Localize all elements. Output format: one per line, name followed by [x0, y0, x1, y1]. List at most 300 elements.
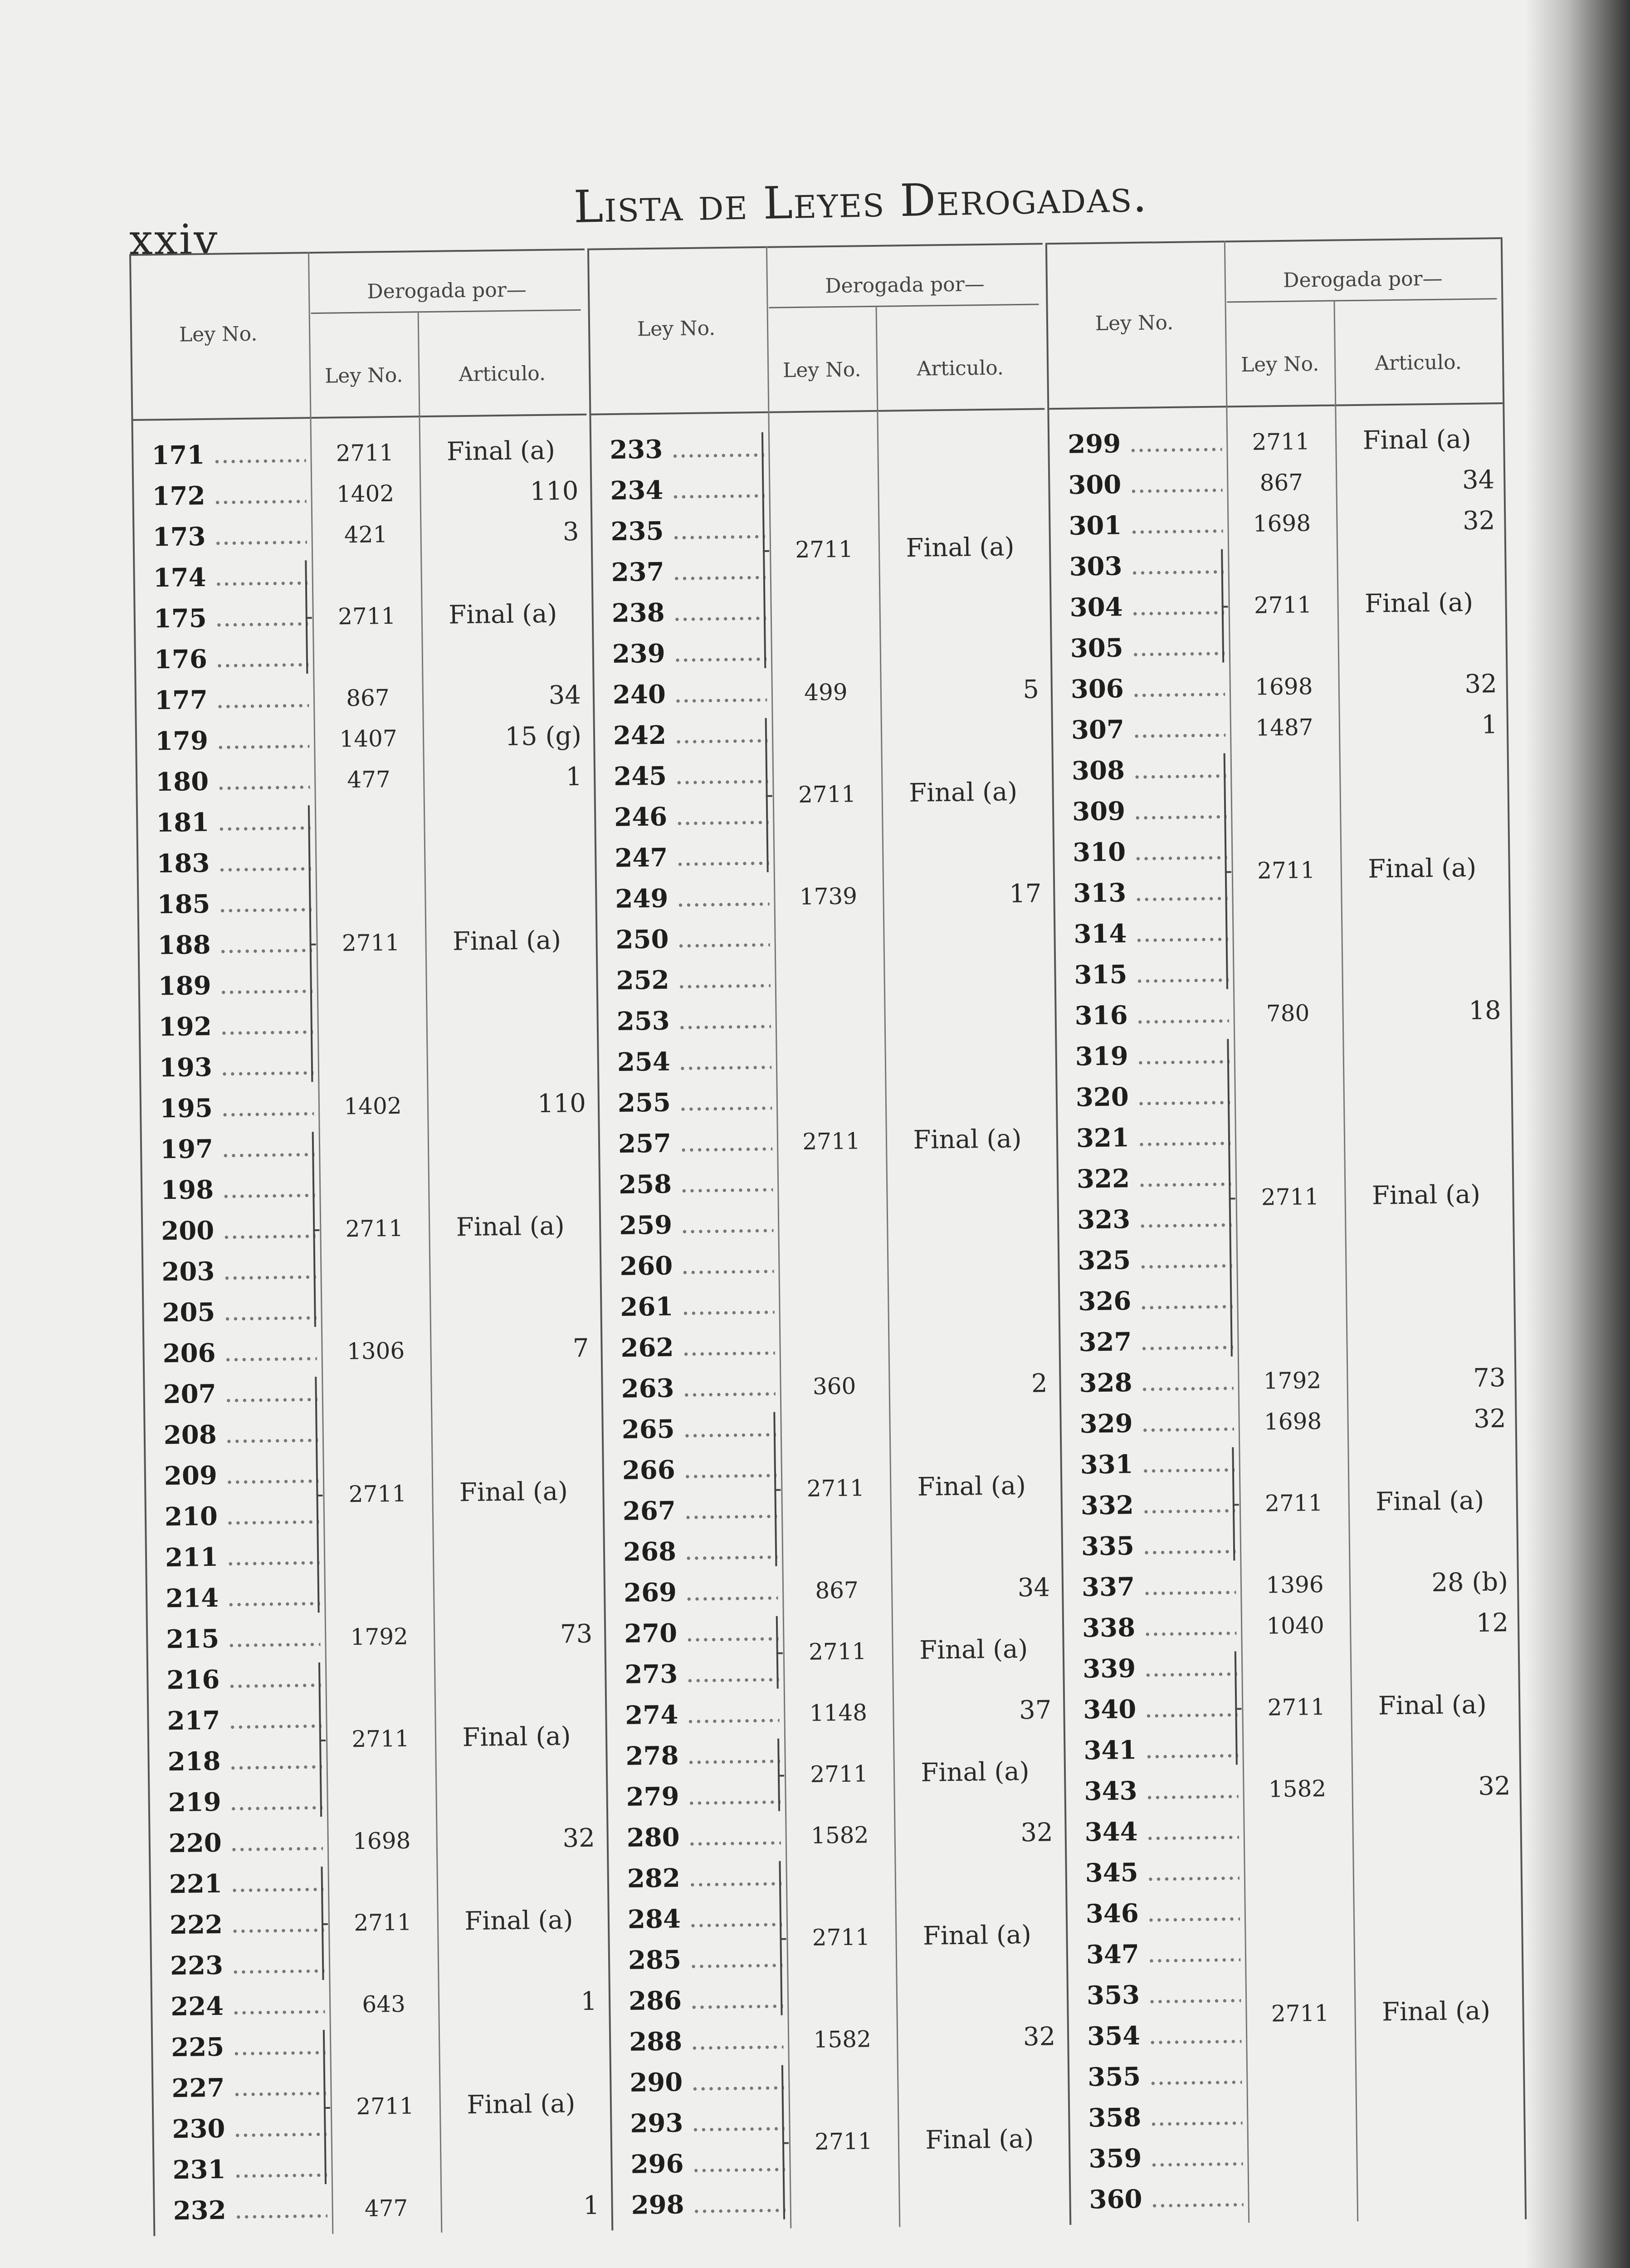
law-number: 263 .....	[621, 1367, 776, 1409]
repealed-by-entry	[136, 675, 590, 721]
repealing-law-number: 2711	[810, 1760, 869, 1788]
repealed-by-entry	[148, 1655, 604, 1823]
repealed-by-entry	[597, 914, 1056, 1369]
law-number: 278 .....	[625, 1734, 780, 1777]
law-number: 176 .....	[154, 637, 308, 680]
repealing-law-number: 2711	[798, 781, 856, 808]
law-number: 171 .....	[151, 433, 306, 476]
repealing-article: Final (a)	[1381, 1996, 1491, 2027]
page-edge-shadow	[1526, 0, 1630, 2268]
law-number: 341 .....	[1083, 1728, 1238, 1771]
repealing-law-number: 2711	[812, 1924, 870, 1951]
law-number: 221 .....	[169, 1862, 323, 1905]
law-number: 227 .....	[171, 2066, 326, 2109]
law-number: 337 .....	[1082, 1565, 1236, 1608]
repealing-article: Final (a)	[917, 1471, 1026, 1502]
repealing-law-number: 1402	[336, 480, 395, 508]
header-ley-no: Ley No.	[179, 322, 258, 347]
law-number: 315 .....	[1074, 953, 1229, 996]
table-header	[589, 243, 1044, 415]
law-number: 323 .....	[1077, 1198, 1232, 1240]
header-divider	[769, 304, 1039, 308]
law-number: 257 .....	[618, 1122, 773, 1164]
header-sub-articulo: Articulo.	[459, 362, 546, 386]
header-sub-ley-no: Ley No.	[782, 358, 861, 382]
law-number: 261 .....	[620, 1285, 775, 1328]
repealing-article: Final (a)	[922, 1920, 1032, 1951]
repealed-by-entry	[1051, 541, 1506, 669]
law-number: 316 .....	[1074, 994, 1229, 1036]
repealing-article: Final (a)	[1378, 1690, 1487, 1721]
repealing-article: 1	[581, 1986, 597, 2017]
repealing-law-number: 1698	[1254, 673, 1313, 700]
law-number: 304 .....	[1069, 586, 1224, 628]
law-number: 313 .....	[1073, 871, 1228, 914]
repealing-law-number: 780	[1266, 1000, 1310, 1027]
repealed-by-entry	[151, 1858, 605, 1986]
repealing-law-number: 2711	[342, 929, 400, 957]
repealing-law-number: 2711	[345, 1215, 404, 1242]
repealing-article: 110	[530, 476, 579, 507]
repealed-by-entry	[142, 1124, 598, 1334]
repealing-law-number: 477	[347, 766, 391, 793]
law-number: 249 .....	[615, 877, 770, 919]
law-number: 266 .....	[622, 1448, 776, 1491]
repealed-by-entry	[1050, 459, 1504, 506]
column-group-3	[1045, 237, 1527, 2225]
repealing-article: Final (a)	[1364, 587, 1474, 619]
law-number: 286 .....	[629, 1979, 783, 2022]
repealing-article: Final (a)	[921, 1757, 1030, 1788]
repealed-by-entry	[1052, 664, 1506, 710]
repealing-law-number: 499	[804, 679, 848, 706]
header-derogada-por: Derogada por—	[825, 272, 985, 298]
repealing-law-number: 1148	[809, 1699, 868, 1726]
repealing-law-number: 421	[344, 521, 388, 548]
law-number: 231 .....	[172, 2148, 327, 2190]
repealing-article: 17	[1009, 879, 1042, 909]
repealing-law-number: 2711	[1257, 857, 1315, 884]
law-number: 208 .....	[163, 1413, 318, 1456]
law-number: 209 .....	[164, 1454, 318, 1496]
repealing-law-number: 867	[346, 684, 390, 712]
repealed-by-entry	[607, 1730, 1062, 1818]
law-number: 252 .....	[616, 958, 771, 1001]
law-number: 358 .....	[1088, 2096, 1243, 2138]
law-number: 299 .....	[1068, 422, 1222, 465]
repealing-article: 1	[566, 762, 582, 792]
law-number: 340 .....	[1083, 1687, 1238, 1730]
law-number: 347 .....	[1086, 1932, 1240, 1975]
repealed-by-entry	[597, 873, 1051, 919]
law-number: 233 .....	[610, 428, 764, 470]
repealing-article: 34	[548, 680, 581, 710]
law-number: 359 .....	[1088, 2136, 1243, 2179]
law-number: 255 .....	[617, 1081, 772, 1124]
law-number: 247 .....	[615, 836, 769, 879]
column-group-2	[587, 243, 1067, 2230]
repealed-by-entry	[603, 1363, 1057, 1409]
repealed-by-entry	[148, 1614, 602, 1660]
repealing-article: Final (a)	[459, 1476, 568, 1508]
repealing-law-number: 643	[362, 1990, 406, 2018]
law-number: 230 .....	[172, 2107, 327, 2150]
repealed-by-entry	[1049, 419, 1503, 465]
law-number: 310 .....	[1073, 831, 1227, 873]
law-number: 346 .....	[1085, 1892, 1240, 1934]
repealing-article: 2	[1031, 1369, 1048, 1398]
law-number: 290 .....	[630, 2061, 784, 2103]
repealing-law-number: 1582	[1268, 1775, 1327, 1803]
law-number: 237 .....	[611, 550, 766, 593]
repealing-law-number: 1792	[350, 1623, 409, 1651]
header-divider	[1227, 298, 1497, 303]
repealed-by-entry	[1053, 704, 1507, 751]
law-number: 268 .....	[623, 1530, 777, 1573]
repealing-article: Final (a)	[1371, 1179, 1481, 1211]
repealing-law-number: 2711	[795, 536, 854, 563]
law-number: 239 .....	[612, 632, 766, 675]
law-number: 298 .....	[631, 2183, 786, 2226]
repealing-article: 1	[583, 2190, 600, 2221]
repealing-article: 3	[562, 517, 579, 547]
law-number: 234 .....	[610, 469, 765, 511]
law-number: 183 .....	[156, 841, 311, 884]
law-number: 232 .....	[173, 2189, 327, 2231]
repealing-article: Final (a)	[466, 2089, 576, 2120]
repealed-by-entry	[591, 424, 1048, 675]
law-number: 197 .....	[160, 1127, 315, 1170]
repealing-article: Final (a)	[446, 435, 556, 467]
law-number: 339 .....	[1083, 1647, 1237, 1689]
repealing-article: 18	[1468, 996, 1501, 1026]
law-number: 222 .....	[169, 1903, 324, 1945]
law-number: 172 .....	[152, 474, 307, 517]
law-number: 305 .....	[1070, 626, 1225, 669]
law-number: 200 .....	[161, 1209, 316, 1251]
law-number: 192 .....	[158, 1005, 313, 1047]
header-ley-no: Ley No.	[637, 317, 716, 341]
page-number: xxiv	[129, 215, 219, 264]
law-number: 265 .....	[621, 1408, 776, 1450]
law-number: 210 .....	[164, 1495, 319, 1537]
repealing-law-number: 2711	[1271, 1999, 1329, 2027]
repealing-article: 73	[1473, 1363, 1506, 1393]
repealed-laws-table	[129, 237, 1532, 2236]
repealing-law-number: 1582	[813, 2026, 872, 2053]
repealing-law-number: 1396	[1266, 1571, 1324, 1598]
law-number: 203 .....	[161, 1250, 316, 1292]
law-number: 214 .....	[166, 1576, 320, 1619]
repealing-article: Final (a)	[464, 1905, 573, 1936]
law-number: 306 .....	[1070, 667, 1225, 710]
table-header	[1047, 237, 1503, 410]
law-number: 206 .....	[162, 1331, 317, 1374]
repealing-law-number: 2711	[1252, 428, 1310, 455]
law-number: 308 .....	[1072, 749, 1226, 792]
repealing-law-number: 1792	[1263, 1367, 1322, 1394]
repealed-by-entry	[137, 716, 591, 762]
repealing-article: 32	[1020, 1818, 1054, 1848]
repealing-law-number: 2711	[354, 1909, 412, 1936]
repealing-article: Final (a)	[456, 1211, 565, 1242]
law-number: 274 .....	[625, 1693, 780, 1736]
law-number: 360 .....	[1089, 2177, 1244, 2220]
law-number: 185 .....	[157, 882, 312, 925]
repealing-law-number: 1698	[1253, 510, 1311, 537]
repealed-by-entry	[144, 1328, 598, 1374]
repealing-law-number: 1739	[799, 883, 858, 910]
repealing-law-number: 1040	[1266, 1612, 1325, 1639]
repealing-article: Final (a)	[913, 1124, 1022, 1155]
header-sub-ley-no: Ley No.	[324, 363, 403, 388]
repealed-by-entry	[1050, 500, 1504, 547]
repealing-law-number: 2711	[814, 2128, 873, 2155]
repealing-article: Final (a)	[448, 599, 557, 630]
law-number: 188 .....	[157, 923, 312, 966]
repealing-law-number: 2711	[808, 1638, 867, 1665]
law-number: 195 .....	[159, 1086, 314, 1129]
repealing-article: 34	[1017, 1573, 1050, 1603]
repealing-article: 32	[1023, 2022, 1056, 2052]
page-title: Lista de Leyes Derogadas.	[573, 170, 1148, 233]
law-number: 193 .....	[159, 1046, 313, 1088]
law-number: 198 .....	[161, 1168, 315, 1211]
header-ley-no: Ley No.	[1095, 311, 1174, 335]
repealed-by-entry	[1066, 1766, 1520, 1812]
law-number: 285 .....	[628, 1938, 782, 1981]
repealing-law-number: 1698	[352, 1827, 411, 1855]
repealing-law-number: 1582	[810, 1822, 869, 1849]
law-number: 320 .....	[1075, 1075, 1230, 1118]
column-group-1	[129, 249, 609, 2236]
repealed-by-entry	[608, 1812, 1062, 1858]
repealed-by-entry	[1061, 1398, 1515, 1445]
law-number: 207 .....	[163, 1372, 317, 1415]
repealing-law-number: 2711	[802, 1128, 860, 1155]
law-number: 269 .....	[624, 1571, 778, 1613]
repealing-article: Final (a)	[925, 2124, 1034, 2155]
law-number: 253 .....	[616, 999, 771, 1042]
header-derogada-por: Derogada por—	[367, 278, 527, 303]
repealed-by-entry	[153, 2022, 608, 2190]
repealing-article: 32	[1464, 669, 1498, 699]
law-number: 217 .....	[167, 1699, 322, 1741]
repealed-by-entry	[1056, 990, 1510, 1036]
law-number: 284 .....	[627, 1897, 782, 1940]
repealed-by-entry	[1066, 1807, 1525, 2220]
repealing-article: 110	[537, 1088, 586, 1119]
law-number: 220 .....	[168, 1821, 323, 1864]
law-number: 267 .....	[622, 1489, 777, 1532]
law-number: 270 .....	[624, 1612, 779, 1654]
law-number: 314 .....	[1074, 912, 1228, 955]
repealed-by-entry	[1061, 1358, 1515, 1404]
repealed-by-entry	[141, 1083, 595, 1129]
law-number: 344 .....	[1084, 1810, 1239, 1853]
law-number: 293 .....	[630, 2102, 785, 2144]
repealing-law-number: 2711	[348, 1480, 407, 1508]
repealing-article: 1	[1481, 710, 1498, 740]
law-number: 319 .....	[1075, 1034, 1230, 1077]
law-number: 325 .....	[1078, 1238, 1232, 1281]
repealed-by-entry	[1064, 1603, 1518, 1649]
law-number: 288 .....	[629, 2020, 784, 2063]
repealed-by-entry	[1062, 1439, 1517, 1567]
law-number: 260 .....	[620, 1244, 774, 1287]
law-number: 189 .....	[158, 964, 312, 1007]
repealed-by-entry	[1064, 1562, 1518, 1608]
repealed-by-entry	[134, 512, 588, 558]
law-number: 307 .....	[1071, 708, 1225, 751]
law-number: 338 .....	[1082, 1606, 1237, 1648]
law-number: 218 .....	[167, 1740, 322, 1782]
law-number: 173 .....	[152, 515, 307, 557]
repealing-article: Final (a)	[908, 777, 1018, 808]
repealing-article: Final (a)	[906, 532, 1015, 563]
law-number: 175 .....	[153, 596, 308, 639]
law-number: 329 .....	[1079, 1402, 1234, 1444]
repealing-article: Final (a)	[919, 1634, 1028, 1665]
law-number: 343 .....	[1084, 1769, 1239, 1812]
law-number: 240 .....	[612, 673, 767, 715]
repealing-law-number: 2711	[337, 602, 396, 630]
law-number: 245 .....	[614, 754, 768, 797]
repealing-article: Final (a)	[1375, 1486, 1484, 1517]
law-number: 235 .....	[610, 509, 765, 552]
law-number: 223 .....	[170, 1944, 325, 1986]
repealed-by-entry	[1064, 1643, 1519, 1771]
header-sub-articulo: Articulo.	[917, 356, 1004, 381]
repealed-by-entry	[594, 669, 1048, 715]
repealed-by-entry	[155, 2185, 609, 2231]
law-number: 262 .....	[620, 1326, 775, 1369]
law-number: 179 .....	[155, 719, 310, 762]
law-number: 242 .....	[613, 714, 768, 756]
repealed-by-entry	[605, 1567, 1059, 1613]
repealing-article: 28 (b)	[1431, 1567, 1508, 1598]
repealed-by-entry	[611, 2016, 1065, 2063]
law-number: 301 .....	[1069, 504, 1223, 547]
repealed-by-entry	[1057, 1031, 1514, 1363]
law-number: 354 .....	[1087, 2014, 1242, 2057]
repealing-article: 32	[562, 1823, 595, 1853]
repealed-by-entry	[138, 797, 595, 1089]
law-number: 300 .....	[1068, 463, 1223, 506]
law-number: 309 .....	[1072, 790, 1227, 832]
repealed-by-entry	[150, 1818, 604, 1864]
law-number: 181 .....	[156, 801, 311, 843]
repealing-article: Final (a)	[452, 925, 561, 957]
repealing-law-number: 2711	[806, 1475, 865, 1502]
repealing-article: 73	[560, 1619, 593, 1649]
law-number: 279 .....	[626, 1775, 781, 1818]
repealing-article: 5	[1022, 675, 1039, 704]
repealing-law-number: 1487	[1255, 714, 1313, 741]
law-number: 322 .....	[1077, 1157, 1231, 1199]
repealing-article: 7	[572, 1333, 589, 1364]
law-number: 180 .....	[156, 760, 310, 802]
repealed-by-entry	[607, 1690, 1061, 1736]
repealing-article: 12	[1476, 1608, 1509, 1638]
law-number: 282 .....	[627, 1857, 781, 1899]
repealing-law-number: 2711	[1261, 1183, 1319, 1211]
law-number: 215 .....	[166, 1617, 321, 1660]
repealing-article: 37	[1019, 1695, 1052, 1725]
law-number: 238 .....	[611, 591, 766, 634]
law-number: 332 .....	[1080, 1483, 1235, 1526]
repealed-by-entry	[1054, 745, 1510, 996]
law-number: 224 .....	[171, 1984, 325, 2027]
repealing-article: Final (a)	[1362, 424, 1472, 455]
repealing-law-number: 2711	[356, 2092, 414, 2120]
repealing-law-number: 2711	[1254, 591, 1312, 619]
law-number: 345 .....	[1085, 1851, 1240, 1893]
law-number: 327 .....	[1079, 1320, 1233, 1363]
repealed-by-entry	[135, 552, 590, 680]
repealing-article: 32	[1462, 506, 1495, 536]
repealing-law-number: 867	[815, 1577, 859, 1604]
repealing-law-number: 1306	[346, 1337, 405, 1365]
law-number: 303 .....	[1069, 545, 1224, 587]
header-divider	[311, 309, 581, 314]
repealing-law-number: 1698	[1264, 1408, 1322, 1435]
repealing-law-number: 2711	[336, 439, 394, 467]
repealed-by-entry	[145, 1369, 601, 1619]
repealed-by-entry	[611, 2057, 1067, 2226]
law-number: 211 .....	[165, 1535, 320, 1578]
law-number: 225 .....	[171, 2025, 326, 2068]
repealing-article: 34	[1462, 465, 1495, 495]
law-number: 205 .....	[162, 1290, 317, 1333]
law-number: 174 .....	[153, 556, 307, 598]
law-number: 254 .....	[617, 1040, 771, 1083]
repealing-law-number: 2711	[1267, 1694, 1326, 1721]
repealing-article: Final (a)	[1367, 853, 1477, 884]
law-number: 326 .....	[1078, 1279, 1233, 1322]
repealed-by-entry	[133, 430, 587, 476]
law-number: 216 .....	[166, 1658, 321, 1701]
law-number: 355 .....	[1088, 2055, 1242, 2097]
repealing-article: 32	[1478, 1771, 1511, 1801]
repealing-law-number: 2711	[351, 1725, 410, 1753]
law-number: 296 .....	[630, 2142, 785, 2185]
table-header	[131, 249, 586, 421]
law-number: 246 .....	[614, 795, 769, 838]
repealing-law-number: 1407	[339, 725, 398, 753]
repealing-law-number: 2711	[1264, 1490, 1323, 1517]
repealing-article: 15 (g)	[505, 721, 582, 752]
law-number: 177 .....	[154, 678, 309, 721]
header-derogada-por: Derogada por—	[1283, 267, 1443, 292]
law-number: 335 .....	[1081, 1524, 1235, 1567]
law-number: 331 .....	[1080, 1442, 1235, 1485]
law-number: 259 .....	[619, 1203, 774, 1246]
repealed-by-entry	[152, 1981, 606, 2027]
header-sub-ley-no: Ley No.	[1240, 352, 1319, 377]
repealed-by-entry	[603, 1404, 1059, 1573]
law-number: 328 .....	[1079, 1361, 1234, 1403]
law-number: 258 .....	[619, 1163, 773, 1205]
law-number: 353 .....	[1087, 1973, 1241, 2016]
repealing-article: 32	[1473, 1404, 1506, 1434]
repealing-law-number: 1402	[344, 1092, 402, 1120]
header-sub-articulo: Articulo.	[1375, 351, 1462, 375]
law-number: 250 .....	[615, 918, 770, 960]
repealing-article: Final (a)	[462, 1721, 571, 1753]
law-number: 273 .....	[625, 1652, 779, 1695]
law-number: 219 .....	[168, 1780, 322, 1823]
